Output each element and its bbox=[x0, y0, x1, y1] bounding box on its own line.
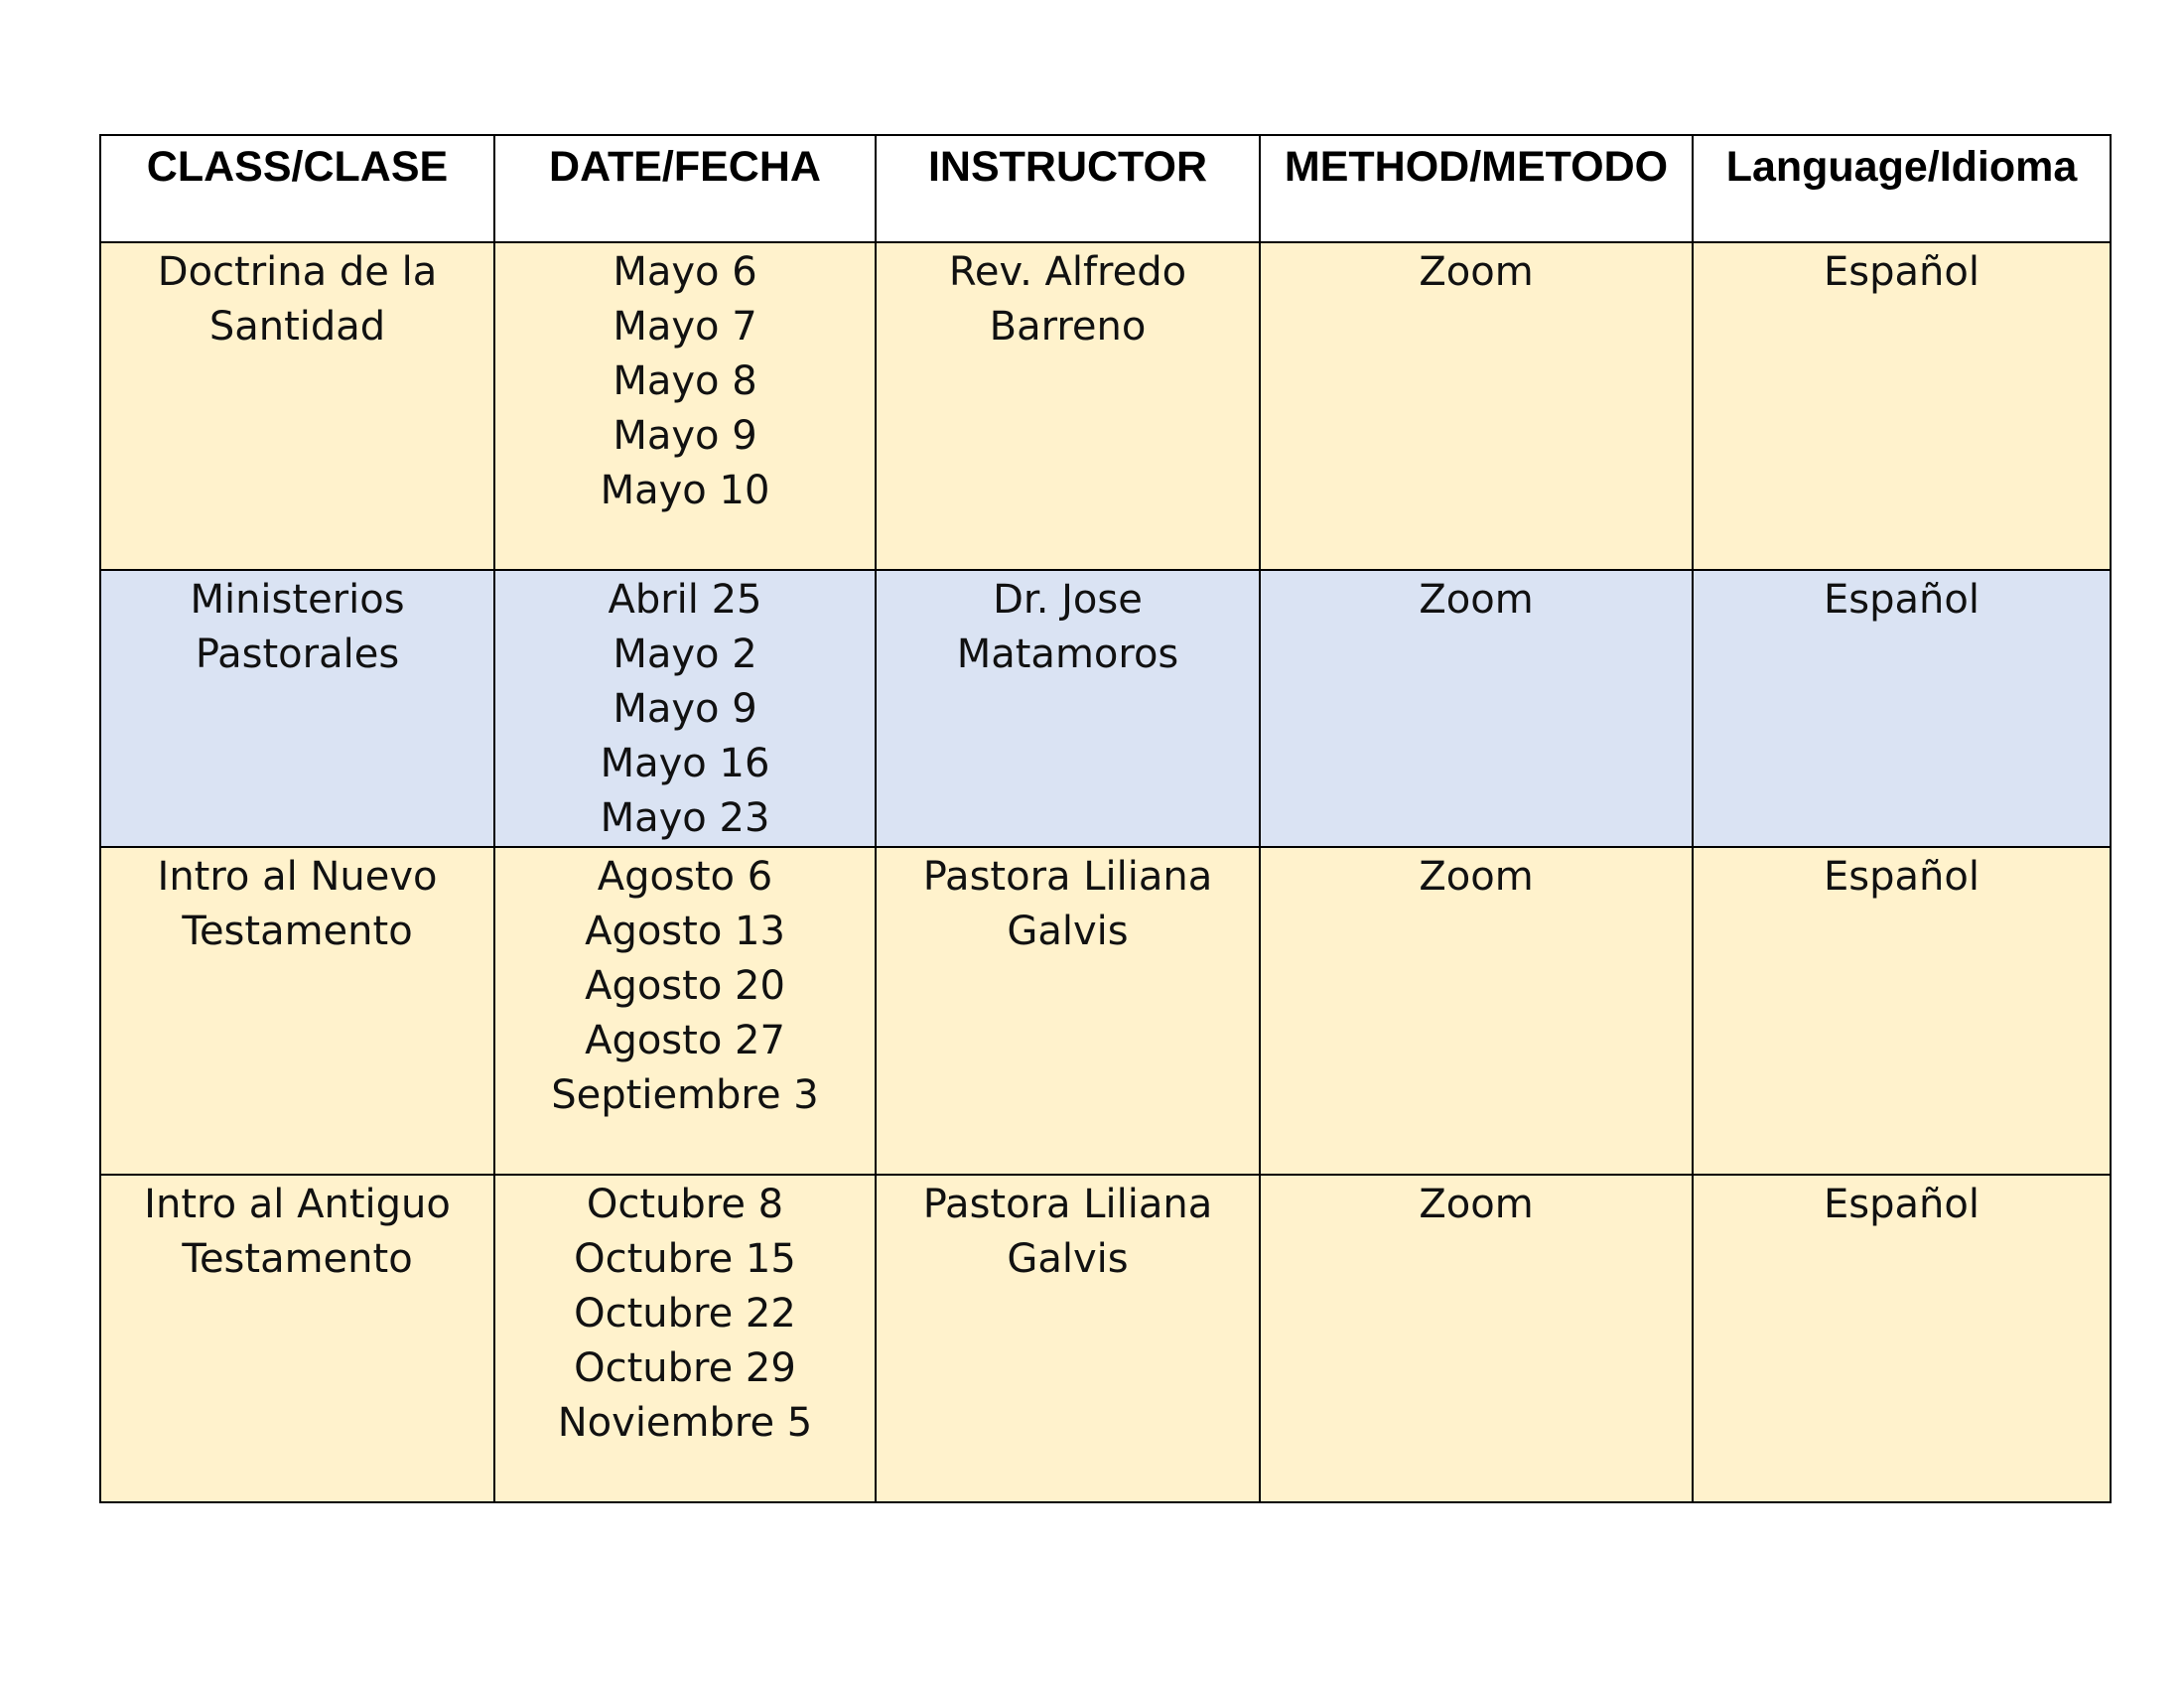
language-cell bbox=[1693, 570, 2111, 847]
class-name-line: Pastorales bbox=[195, 632, 400, 677]
date-line: Abril 25 bbox=[608, 577, 762, 623]
date-cell bbox=[494, 570, 876, 847]
class-name-line: Intro al Antiguo bbox=[144, 1182, 451, 1227]
method-text: Zoom bbox=[1419, 1182, 1534, 1227]
instructor-cell bbox=[876, 1175, 1260, 1502]
instructor-line: Pastora Liliana bbox=[922, 1182, 1213, 1227]
date-cell bbox=[494, 242, 876, 570]
header-method: METHOD/METODO bbox=[1260, 135, 1693, 242]
table-row bbox=[100, 570, 2111, 847]
table-row bbox=[100, 242, 2111, 570]
class-name-line: Intro al Nuevo bbox=[157, 854, 438, 900]
language-cell bbox=[1693, 242, 2111, 570]
date-line: Mayo 2 bbox=[613, 632, 757, 677]
method-text: Zoom bbox=[1419, 854, 1534, 900]
class-cell bbox=[100, 1175, 494, 1502]
header-instructor: INSTRUCTOR bbox=[876, 135, 1260, 242]
date-line: Mayo 9 bbox=[613, 413, 757, 459]
instructor-line: Pastora Liliana bbox=[922, 854, 1213, 900]
date-line: Mayo 10 bbox=[600, 468, 770, 513]
date-cell bbox=[494, 847, 876, 1175]
method-text: Zoom bbox=[1419, 249, 1534, 295]
class-name-line: Testamento bbox=[182, 1236, 413, 1282]
date-line: Octubre 22 bbox=[574, 1291, 796, 1336]
date-line: Octubre 8 bbox=[586, 1182, 784, 1227]
class-name-line: Ministerios bbox=[190, 577, 405, 623]
date-line: Octubre 15 bbox=[574, 1236, 796, 1282]
class-cell bbox=[100, 242, 494, 570]
instructor-line: Galvis bbox=[1007, 1236, 1129, 1282]
date-line: Mayo 16 bbox=[600, 741, 770, 786]
class-name-line: Doctrina de la bbox=[157, 249, 438, 295]
method-cell bbox=[1260, 1175, 1693, 1502]
table-row bbox=[100, 1175, 2111, 1502]
instructor-line: Rev. Alfredo bbox=[948, 249, 1187, 295]
method-cell bbox=[1260, 242, 1693, 570]
header-language: Language/Idioma bbox=[1693, 135, 2111, 242]
instructor-line: Matamoros bbox=[956, 632, 1179, 677]
date-line: Agosto 13 bbox=[585, 909, 785, 954]
date-line: Agosto 27 bbox=[585, 1018, 785, 1063]
method-cell bbox=[1260, 847, 1693, 1175]
language-text: Español bbox=[1824, 249, 1979, 295]
instructor-cell bbox=[876, 847, 1260, 1175]
date-line: Mayo 7 bbox=[613, 304, 757, 350]
header-class: CLASS/CLASE bbox=[100, 135, 494, 242]
language-text: Español bbox=[1824, 854, 1979, 900]
date-line: Mayo 23 bbox=[600, 795, 770, 841]
language-cell bbox=[1693, 847, 2111, 1175]
method-cell bbox=[1260, 570, 1693, 847]
class-cell bbox=[100, 570, 494, 847]
language-text: Español bbox=[1824, 1182, 1979, 1227]
class-name-line: Santidad bbox=[208, 304, 386, 350]
date-line: Septiembre 3 bbox=[551, 1072, 819, 1118]
instructor-line: Dr. Jose bbox=[993, 577, 1143, 623]
method-text: Zoom bbox=[1419, 577, 1534, 623]
date-line: Mayo 9 bbox=[613, 686, 757, 732]
instructor-line: Barreno bbox=[989, 304, 1147, 350]
date-line: Noviembre 5 bbox=[557, 1400, 813, 1446]
class-name-line: Testamento bbox=[182, 909, 413, 954]
date-line: Agosto 6 bbox=[597, 854, 773, 900]
instructor-line: Galvis bbox=[1007, 909, 1129, 954]
date-line: Agosto 20 bbox=[585, 963, 785, 1009]
date-line: Octubre 29 bbox=[574, 1345, 796, 1391]
date-line: Mayo 6 bbox=[613, 249, 757, 295]
instructor-cell bbox=[876, 242, 1260, 570]
table-row bbox=[100, 847, 2111, 1175]
language-text: Español bbox=[1824, 577, 1979, 623]
class-cell bbox=[100, 847, 494, 1175]
instructor-cell bbox=[876, 570, 1260, 847]
header-date: DATE/FECHA bbox=[494, 135, 876, 242]
date-line: Mayo 8 bbox=[613, 358, 757, 404]
header-row bbox=[100, 135, 2111, 242]
language-cell bbox=[1693, 1175, 2111, 1502]
date-cell bbox=[494, 1175, 876, 1502]
class-schedule-table bbox=[99, 134, 2112, 1503]
